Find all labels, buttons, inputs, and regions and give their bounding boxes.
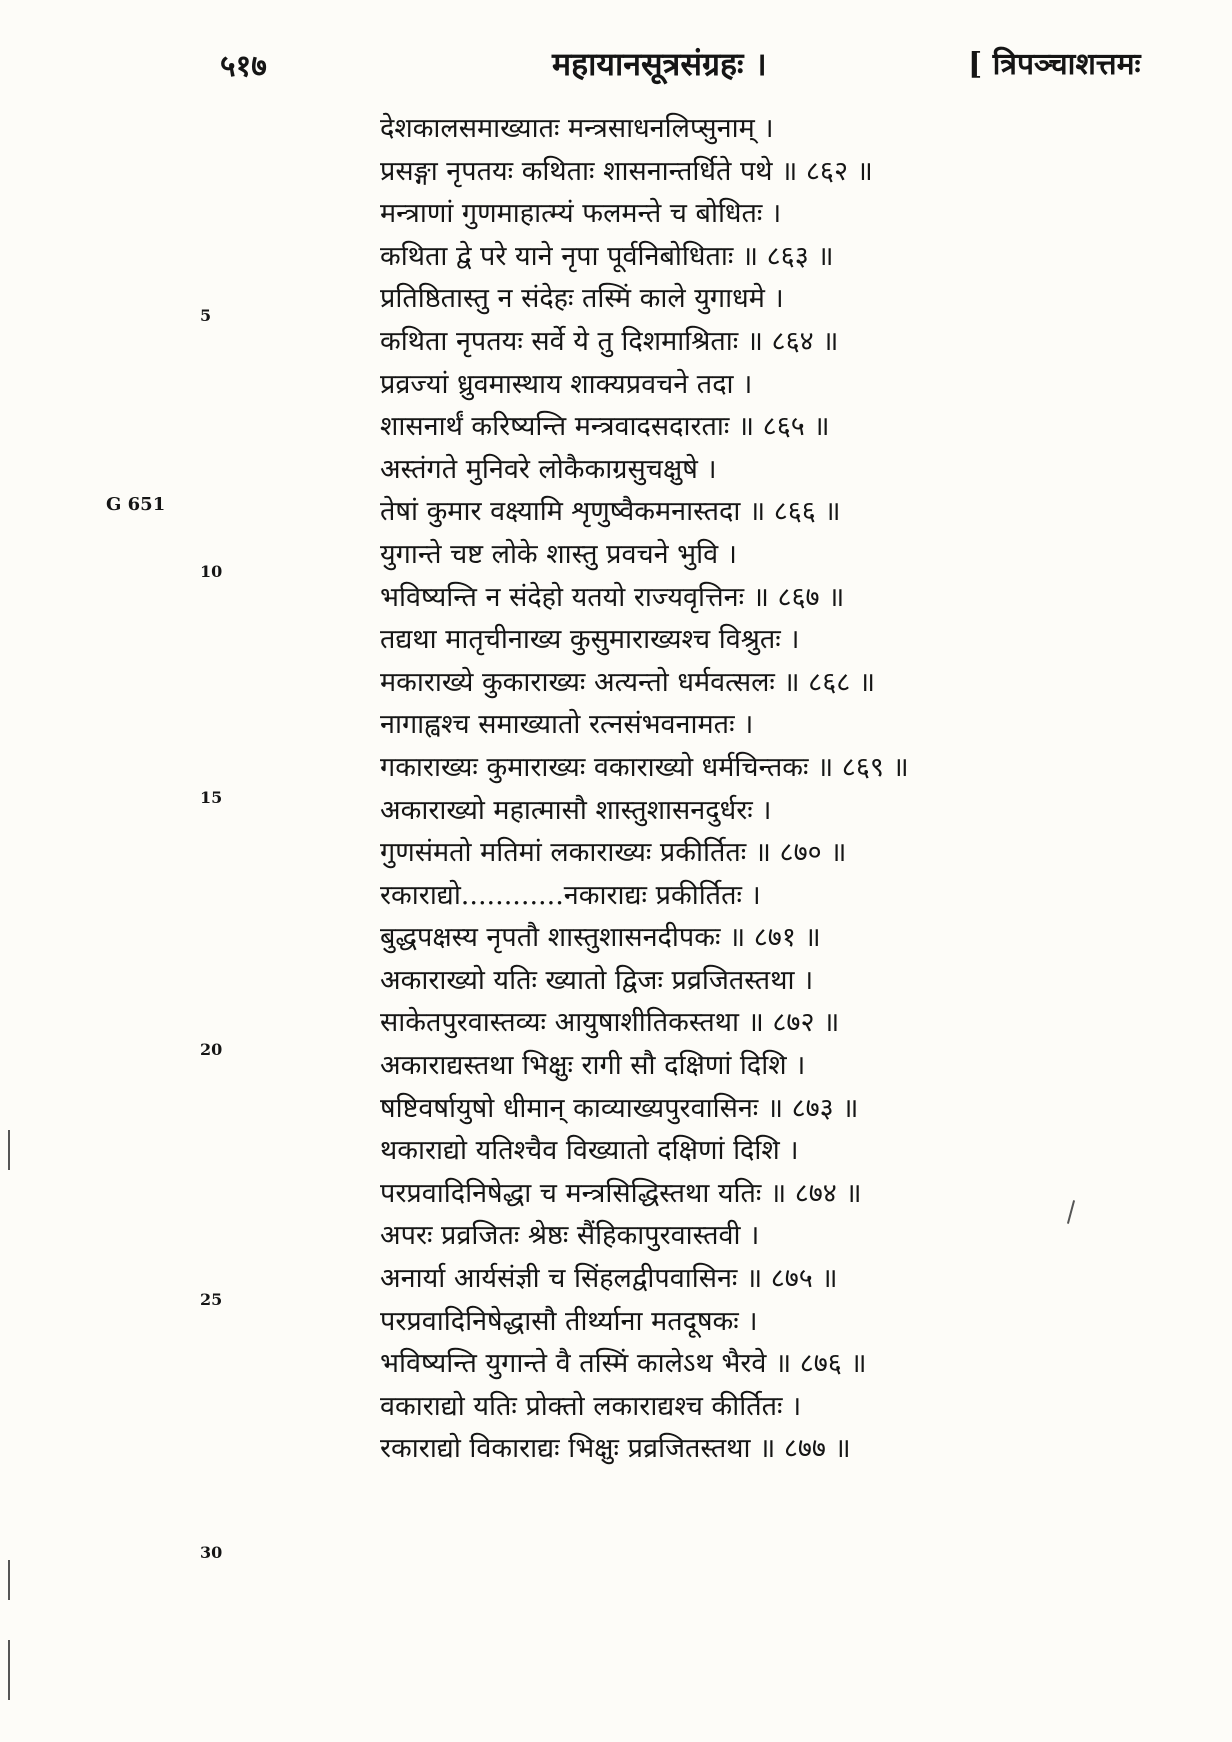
verse-line: अकाराख्यो महात्मासौ शास्तुशासनदुर्धरः । bbox=[380, 794, 772, 826]
verse-line: साकेतपुरवास्तव्यः आयुषाशीतिकस्तथा ॥ ८७२ ॥ bbox=[380, 1007, 840, 1039]
verse-line: अनार्या आर्यसंज्ञी च सिंहलद्वीपवासिनः ॥ ८७५ ॥ bbox=[380, 1263, 838, 1295]
verse-line: प्रतिष्ठितास्तु न संदेहः तस्मिं काले युगाधमे । bbox=[380, 283, 784, 315]
verse-line: अकाराख्यो यतिः ख्यातो द्विजः प्रव्रजितस्तथा । bbox=[380, 964, 814, 996]
verse-line: भविष्यन्ति न संदेहो यतयो राज्यवृत्तिनः ॥ ८६७ ॥ bbox=[380, 581, 845, 613]
line-number-20: 20 bbox=[200, 1040, 223, 1059]
line-number-30: 30 bbox=[200, 1543, 223, 1562]
verse-line: थकाराद्यो यतिश्चैव विख्यातो दक्षिणां दिशि । bbox=[380, 1135, 799, 1167]
verse-line: अस्तंगते मुनिवरे लोकैकाग्रसुचक्षुषे । bbox=[380, 453, 717, 485]
verse-line: भविष्यन्ति युगान्ते वै तस्मिं कालेऽथ भैरवे ॥ ८७६ ॥ bbox=[380, 1348, 867, 1380]
line-number-25: 25 bbox=[200, 1290, 223, 1309]
running-title: महायानसूत्रसंग्रहः । bbox=[552, 45, 767, 83]
scan-artifact bbox=[1067, 1200, 1075, 1224]
verse-line: रकाराद्यो विकाराद्यः भिक्षुः प्रव्रजितस्तथा ॥ ८७७ ॥ bbox=[380, 1433, 851, 1465]
verse-block bbox=[380, 108, 1020, 1471]
scan-artifact bbox=[8, 1560, 10, 1600]
page-number: ५१७ bbox=[220, 49, 267, 84]
verse-line: षष्टिवर्षायुषो धीमान् काव्याख्यपुरवासिनः ॥ ८७३ ॥ bbox=[380, 1092, 859, 1124]
verse-line: मकाराख्ये कुकाराख्यः अत्यन्तो धर्मवत्सलः ॥ ८६८ ॥ bbox=[380, 666, 876, 698]
scan-artifact bbox=[8, 1640, 10, 1700]
line-number-5: 5 bbox=[200, 306, 212, 325]
verse-line: शासनार्थं करिष्यन्ति मन्त्रवादसदारताः ॥ ८६५ ॥ bbox=[380, 411, 830, 443]
page-header bbox=[0, 38, 1232, 88]
line-number-15: 15 bbox=[200, 788, 223, 807]
verse-line: प्रव्रज्यां ध्रुवमास्थाय शाक्यप्रवचने तदा । bbox=[380, 368, 753, 400]
section-title: [ त्रिपञ्चाशत्तमः bbox=[968, 47, 1141, 82]
verse-line: युगान्ते चष्ट लोके शास्तु प्रवचने भुवि । bbox=[380, 538, 737, 570]
verse-line: गुणसंमतो मतिमां लकाराख्यः प्रकीर्तितः ॥ ८७० ॥ bbox=[380, 837, 847, 869]
margin-reference: G 651 bbox=[106, 494, 166, 515]
verse-line: अपरः प्रव्रजितः श्रेष्ठः सैंहिकापुरवास्तवी । bbox=[380, 1220, 760, 1252]
verse-line: वकाराद्यो यतिः प्रोक्तो लकाराद्यश्च कीर्तितः । bbox=[380, 1390, 802, 1422]
verse-line: नागाह्वश्च समाख्यातो रत्नसंभवनामतः । bbox=[380, 709, 754, 741]
verse-line: तद्यथा मातृचीनाख्य कुसुमाराख्यश्च विश्रुतः । bbox=[380, 624, 800, 656]
scan-artifact bbox=[8, 1130, 10, 1170]
verse-line: देशकालसमाख्यातः मन्त्रसाधनलिप्सुनाम् । bbox=[380, 113, 774, 144]
verse-line: बुद्धपक्षस्य नृपतौ शास्तुशासनदीपकः ॥ ८७१ ॥ bbox=[380, 922, 821, 954]
verse-line: कथिता द्वे परे याने नृपा पूर्वनिबोधिताः ॥ ८६३ ॥ bbox=[380, 240, 834, 272]
verse-line: परप्रवादिनिषेद्धासौ तीर्थ्याना मतदूषकः । bbox=[380, 1305, 758, 1337]
line-number-10: 10 bbox=[200, 562, 223, 581]
verse-line: गकाराख्यः कुमाराख्यः वकाराख्यो धर्मचिन्तकः ॥ ८६९ ॥ bbox=[380, 751, 909, 783]
verse-line: अकाराद्यस्तथा भिक्षुः रागी सौ दक्षिणां दिशि । bbox=[380, 1050, 806, 1082]
verse-line: रकाराद्यो............नकाराद्यः प्रकीर्तितः । bbox=[380, 879, 761, 911]
verse-line: कथिता नृपतयः सर्वे ये तु दिशमाश्रिताः ॥ ८६४ ॥ bbox=[380, 325, 839, 357]
verse-line: मन्त्राणां गुणमाहात्म्यं फलमन्ते च बोधितः । bbox=[380, 198, 782, 230]
verse-line: प्रसङ्गा नृपतयः कथिताः शासनान्तर्धिते पथे ॥ ८६२ ॥ bbox=[380, 155, 873, 187]
verse-line: तेषां कुमार वक्ष्यामि शृणुष्वैकमनास्तदा ॥ ८६६ ॥ bbox=[380, 496, 841, 528]
verse-line: परप्रवादिनिषेद्धा च मन्त्रसिद्धिस्तथा यतिः ॥ ८७४ ॥ bbox=[380, 1177, 862, 1209]
